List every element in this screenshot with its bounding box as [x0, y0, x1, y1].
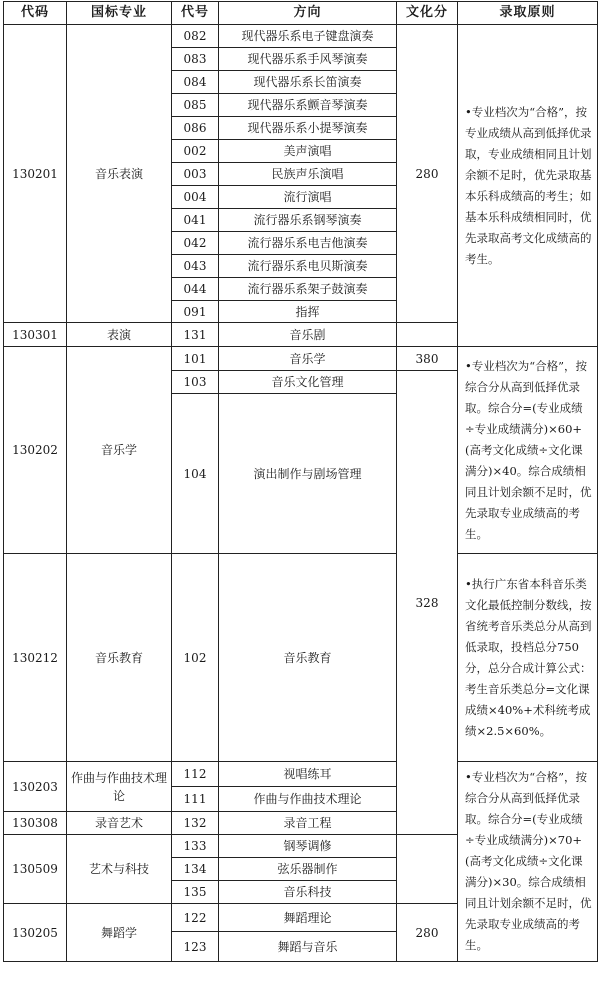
major-code: 130201: [4, 25, 67, 323]
direction-name: 作曲与作曲技术理论: [219, 787, 397, 812]
direction-num: 042: [172, 232, 219, 255]
direction-num: 086: [172, 117, 219, 140]
direction-num: 111: [172, 787, 219, 812]
major-code: 130203: [4, 762, 67, 812]
direction-num: 082: [172, 25, 219, 48]
direction-num: 084: [172, 71, 219, 94]
header-code: 代码: [4, 2, 67, 25]
direction-num: 091: [172, 301, 219, 323]
admission-principle: •专业档次为“合格”，按专业成绩从高到低择优录取，专业成绩相同且计划余额不足时，优先录取基本乐科成绩高的考生；如基本乐科成绩相同时，优先录取高考文化成绩高的考生。: [458, 25, 598, 347]
direction-num: 043: [172, 255, 219, 278]
admission-principle: •执行广东省本科音乐类文化最低控制分数线，按省统考音乐类总分从高到低录取，投档总分750分，总分合成计算公式：考生音乐类总分=文化课成绩×40%+术科统考成绩×2.5×60%。: [458, 554, 598, 762]
direction-num: 003: [172, 163, 219, 186]
direction-num: 134: [172, 858, 219, 881]
major-code: 130202: [4, 347, 67, 554]
direction-name: 音乐学: [219, 347, 397, 371]
direction-num: 131: [172, 323, 219, 347]
major-code: 130509: [4, 835, 67, 904]
major-name: 录音艺术: [67, 812, 172, 835]
direction-name: 现代器乐系电子键盘演奏: [219, 25, 397, 48]
culture-score: 328: [397, 371, 458, 835]
direction-name: 音乐剧: [219, 323, 397, 347]
direction-name: 舞蹈与音乐: [219, 932, 397, 962]
major-code: 130301: [4, 323, 67, 347]
direction-name: 流行器乐系电贝斯演奏: [219, 255, 397, 278]
direction-name: 演出制作与剧场管理: [219, 394, 397, 554]
direction-num: 101: [172, 347, 219, 371]
major-code: 130205: [4, 904, 67, 962]
direction-num: 104: [172, 394, 219, 554]
direction-name: 音乐科技: [219, 881, 397, 904]
major-name: 表演: [67, 323, 172, 347]
major-name: 音乐表演: [67, 25, 172, 323]
direction-name: 民族声乐演唱: [219, 163, 397, 186]
direction-num: 002: [172, 140, 219, 163]
direction-name: 现代器乐系颤音琴演奏: [219, 94, 397, 117]
header-num: 代号: [172, 2, 219, 25]
direction-num: 123: [172, 932, 219, 962]
table-row: [4, 25, 598, 48]
culture-score: 280: [397, 904, 458, 962]
direction-num: 041: [172, 209, 219, 232]
direction-num: 132: [172, 812, 219, 835]
direction-name: 现代器乐系小提琴演奏: [219, 117, 397, 140]
direction-name: 视唱练耳: [219, 762, 397, 787]
direction-name: 流行器乐系架子鼓演奏: [219, 278, 397, 301]
major-name: 音乐教育: [67, 554, 172, 762]
major-code: 130308: [4, 812, 67, 835]
major-name: 艺术与科技: [67, 835, 172, 904]
direction-name: 弦乐器制作: [219, 858, 397, 881]
direction-name: 现代器乐系手风琴演奏: [219, 48, 397, 71]
admission-principle: •专业档次为“合格”，按综合分从高到低择优录取。综合分=(专业成绩÷专业成绩满分)×60+(高考文化成绩÷文化课满分)×40。综合成绩相同且计划余额不足时，优先录取专业成绩高的考生。: [458, 347, 598, 554]
direction-num: 004: [172, 186, 219, 209]
header-row: [4, 2, 598, 25]
culture-score: 380: [397, 347, 458, 371]
direction-num: 122: [172, 904, 219, 932]
major-name: 舞蹈学: [67, 904, 172, 962]
header-direction: 方向: [219, 2, 397, 25]
admission-principle: •专业档次为“合格”，按综合分从高到低择优录取。综合分=(专业成绩÷专业成绩满分)×70+(高考文化成绩÷文化课满分)×30。综合成绩相同且计划余额不足时，优先录取专业成绩高的考生。: [458, 762, 598, 962]
table-row: [4, 762, 598, 787]
header-score: 文化分: [397, 2, 458, 25]
direction-num: 085: [172, 94, 219, 117]
direction-num: 133: [172, 835, 219, 858]
header-principle: 录取原则: [458, 2, 598, 25]
major-name: 音乐学: [67, 347, 172, 554]
direction-num: 044: [172, 278, 219, 301]
direction-name: 钢琴调修: [219, 835, 397, 858]
admission-table: [3, 1, 598, 962]
direction-name: 指挥: [219, 301, 397, 323]
direction-num: 112: [172, 762, 219, 787]
table-row: [4, 347, 598, 371]
direction-name: 舞蹈理论: [219, 904, 397, 932]
direction-name: 流行演唱: [219, 186, 397, 209]
major-name: 作曲与作曲技术理论: [67, 762, 172, 812]
culture-score: [397, 323, 458, 347]
direction-num: 135: [172, 881, 219, 904]
table-row: [4, 554, 598, 762]
direction-name: 流行器乐系电吉他演奏: [219, 232, 397, 255]
direction-name: 音乐文化管理: [219, 371, 397, 394]
direction-name: 流行器乐系钢琴演奏: [219, 209, 397, 232]
direction-name: 录音工程: [219, 812, 397, 835]
direction-name: 音乐教育: [219, 554, 397, 762]
direction-num: 103: [172, 371, 219, 394]
header-major: 国标专业: [67, 2, 172, 25]
direction-name: 美声演唱: [219, 140, 397, 163]
direction-name: 现代器乐系长笛演奏: [219, 71, 397, 94]
direction-num: 083: [172, 48, 219, 71]
major-code: 130212: [4, 554, 67, 762]
culture-score: 280: [397, 25, 458, 323]
direction-num: 102: [172, 554, 219, 762]
